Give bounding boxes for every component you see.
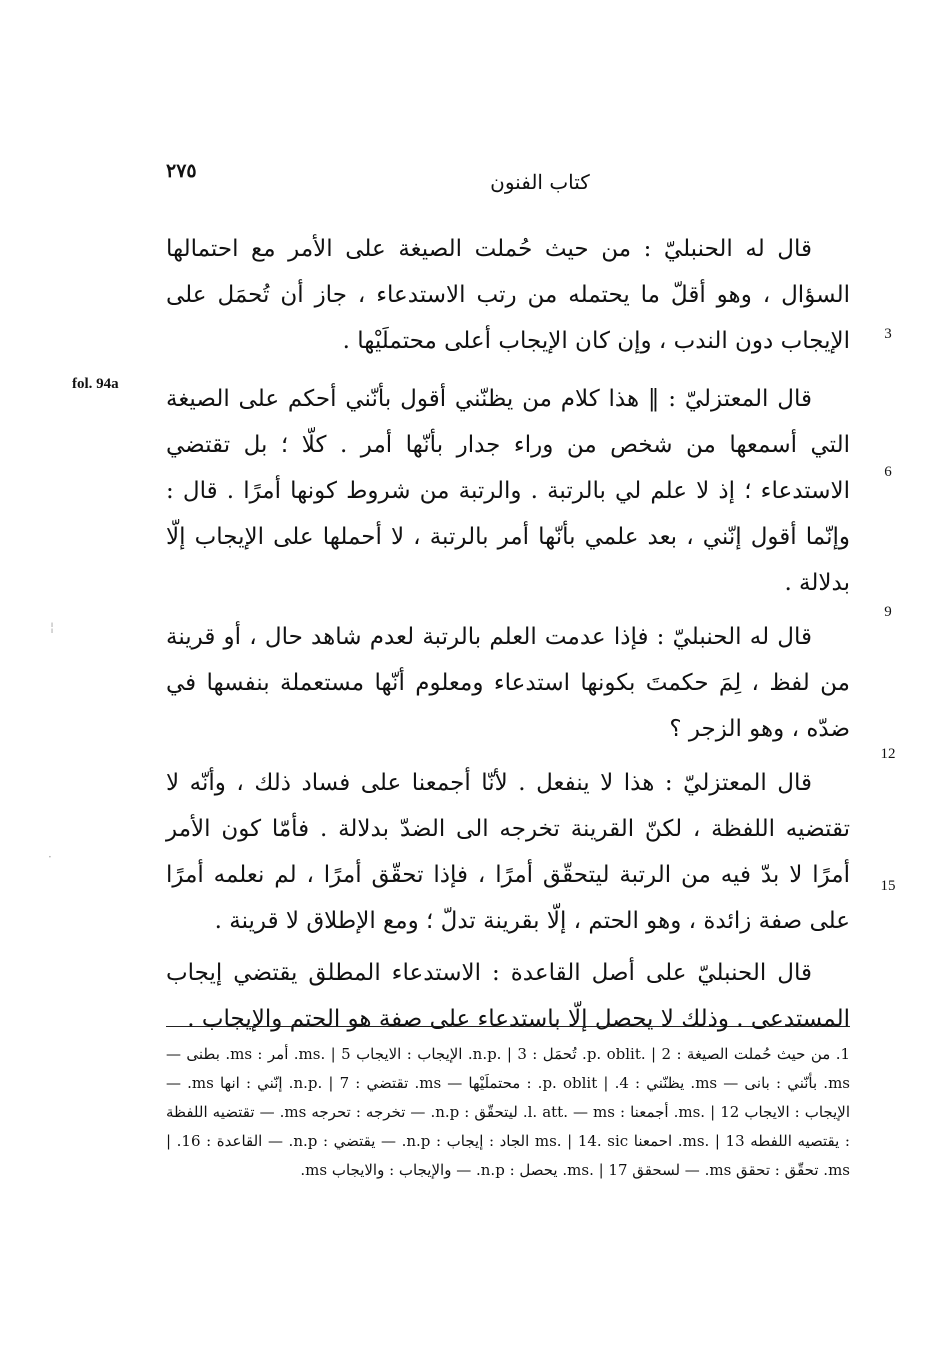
line-number: 9 bbox=[884, 604, 892, 620]
paragraph bbox=[166, 226, 850, 364]
main-text bbox=[166, 226, 850, 1042]
paragraph-text: قال المعتزليّ : ‖ هذا كلام من يظنّني أقول بأنّني أحكم على الصيغة التي أسمعها من شخص من وراء جدار بأنّها أمر . كلّا ؛ بل تقتضي الاستدعاء ؛ إذ لا علم لي بالرتبة . والرتبة من شروط كونها أمرًا . قال : وإنّما أقول إنّني ، بعد علمي بأنّها أمر بالرتبة ، لا أحملها على الإيجاب إلّا بدلالة . bbox=[166, 386, 850, 596]
paragraph bbox=[166, 950, 850, 1042]
paragraph-text: قال له الحنبليّ : من حيث حُملت الصيغة على الأمر مع احتمالها السؤال ، وهو أقلّ ما يحتمله من رتب الاستدعاء ، جاز أن تُحمَل على الإيجاب دون الندب ، وإن كان الإيجاب أعلى محتملَيْها . bbox=[166, 236, 851, 354]
paragraph-text: قال الحنبليّ على أصل القاعدة : الاستدعاء المطلق يقتضي إيجاب المستدعى . وذلك لا يحصل إلّا باستدعاء على صفة هو الحتم والإيجاب . bbox=[166, 960, 850, 1032]
scan-speck: ¦ bbox=[50, 620, 55, 634]
running-title: كتاب الفنون bbox=[490, 170, 590, 194]
paragraph-text: قال له الحنبليّ : فإذا عدمت العلم بالرتبة لعدم شاهد حال ، أو قرينة من لفظ ، لِمَ حكمتَ بكونها استدعاء ومعلوم أنّها مستعملة بنفسها في ضدّه ، وهو الزجر ؟ bbox=[166, 624, 850, 742]
paragraph bbox=[166, 614, 850, 752]
paragraph bbox=[166, 376, 850, 606]
paragraph bbox=[166, 760, 850, 944]
line-number: 15 bbox=[880, 878, 896, 894]
line-number: 12 bbox=[880, 746, 896, 762]
page-number: ٢٧٥ bbox=[166, 160, 197, 182]
line-number: 3 bbox=[884, 326, 892, 342]
footnote-divider bbox=[166, 1026, 850, 1027]
paragraph-text: قال المعتزليّ : هذا لا ينفعل . لأنّا أجمعنا على فساد ذلك ، وأنّه لا تقتضيه اللفظة ، لكنّ القرينة تخرجه الى الضدّ بدلالة . فأمّا كون الأمر أمرًا لا بدّ فيه من الرتبة ليتحقّق أمرًا ، فإذا تحقّق أمرًا ، لم نعلمه أمرًا على صفة زائدة ، وهو الحتم ، إلّا بقرينة تدلّ ؛ ومع الإطلاق لا قرينة . bbox=[166, 770, 850, 934]
scan-speck: · bbox=[48, 850, 52, 864]
line-number: 6 bbox=[884, 464, 892, 480]
folio-marker: fol. 94a bbox=[72, 376, 119, 392]
critical-apparatus: 1. من حيث حُملت الصيغة : p. oblit. | 2. تُحمَل : n.p. | 3. الإيجاب : الايجاب ms. | 5. أمر : ms. بطنى — ms. بأنّني : بانى — ms. يظنّني : 4. | p. oblit. : محتملَيْها — ms. تقتضي : n.p. | 7. إنّني : انها ms. — الإيجاب : الايجاب ms. | 12. أجمعنا : l. att. — ms. ليتحقّق : n.p. — تخرجه : تحرجه ms. — تقتضيه اللفظة : يقتصيه اللفطه ms. | 13. احمعنا ms. | 14. sic الجاد : إيجاب : n.p. — يقتضي : n.p. — القاعدة : 16. | ms. تحقّق : تحقق ms. — لسحقق ms. | 17. يحصل : n.p. — والإيجاب : والايجاب ms. bbox=[166, 1045, 851, 1179]
